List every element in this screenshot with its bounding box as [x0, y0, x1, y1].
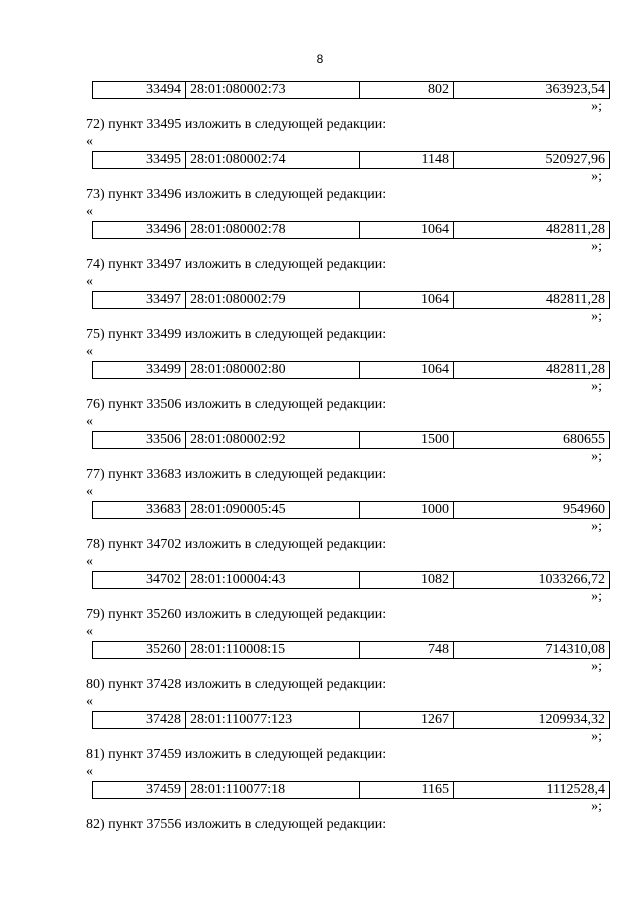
cell-value: 482811,28 — [454, 292, 610, 309]
closing-quote: »; — [591, 519, 602, 534]
table-row — [92, 781, 610, 799]
closing-quote: »; — [591, 799, 602, 814]
cell-number: 33499 — [93, 362, 186, 379]
cell-number: 33506 — [93, 432, 186, 449]
opening-quote: « — [86, 414, 93, 429]
page-number: 8 — [316, 52, 324, 66]
closing-quote: »; — [591, 239, 602, 254]
cell-number: 33683 — [93, 502, 186, 519]
cell-value: 482811,28 — [454, 222, 610, 239]
cell-cadastral-code: 28:01:110077:18 — [186, 782, 360, 799]
cell-value: 520927,96 — [454, 152, 610, 169]
cell-value: 1033266,72 — [454, 572, 610, 589]
table-row — [92, 221, 610, 239]
opening-quote: « — [86, 204, 93, 219]
closing-quote: »; — [591, 309, 602, 324]
cell-area: 1082 — [360, 572, 454, 589]
closing-quote: »; — [591, 449, 602, 464]
amendment-paragraph: 80) пункт 37428 изложить в следующей редакции: — [86, 677, 387, 692]
amendment-paragraph: 75) пункт 33499 изложить в следующей редакции: — [86, 327, 387, 342]
cell-area: 1064 — [360, 222, 454, 239]
amendment-paragraph: 79) пункт 35260 изложить в следующей редакции: — [86, 607, 387, 622]
cell-area: 1000 — [360, 502, 454, 519]
amendment-paragraph: 73) пункт 33496 изложить в следующей редакции: — [86, 187, 387, 202]
table-row — [92, 431, 610, 449]
opening-quote: « — [86, 484, 93, 499]
opening-quote: « — [86, 274, 93, 289]
final-paragraph: 82) пункт 37556 изложить в следующей редакции: — [86, 817, 387, 832]
table-row — [92, 361, 610, 379]
cell-value: 680655 — [454, 432, 610, 449]
cell-value: 714310,08 — [454, 642, 610, 659]
cell-cadastral-code: 28:01:080002:92 — [186, 432, 360, 449]
cell-value: 482811,28 — [454, 362, 610, 379]
cell-number: 33495 — [93, 152, 186, 169]
cell-number: 33497 — [93, 292, 186, 309]
table-row — [92, 151, 610, 169]
cell-area: 748 — [360, 642, 454, 659]
closing-quote: »; — [591, 589, 602, 604]
cell-area: 802 — [360, 82, 454, 99]
cell-area: 1267 — [360, 712, 454, 729]
cell-cadastral-code: 28:01:110077:123 — [186, 712, 360, 729]
cell-value: 954960 — [454, 502, 610, 519]
amendment-paragraph: 78) пункт 34702 изложить в следующей редакции: — [86, 537, 387, 552]
opening-quote: « — [86, 624, 93, 639]
cell-value: 1112528,4 — [454, 782, 610, 799]
opening-quote: « — [86, 694, 93, 709]
closing-quote: »; — [591, 729, 602, 744]
closing-quote: »; — [591, 379, 602, 394]
cell-number: 33494 — [93, 82, 186, 99]
amendment-paragraph: 76) пункт 33506 изложить в следующей редакции: — [86, 397, 387, 412]
cell-area: 1064 — [360, 362, 454, 379]
cell-value: 363923,54 — [454, 82, 610, 99]
cell-area: 1500 — [360, 432, 454, 449]
cell-number: 35260 — [93, 642, 186, 659]
cell-cadastral-code: 28:01:080002:73 — [186, 82, 360, 99]
closing-quote: »; — [591, 169, 602, 184]
table-row — [92, 711, 610, 729]
closing-quote: »; — [591, 99, 602, 114]
cell-cadastral-code: 28:01:080002:74 — [186, 152, 360, 169]
document-body — [86, 81, 610, 835]
table-row — [92, 641, 610, 659]
table-row — [92, 291, 610, 309]
cell-number: 34702 — [93, 572, 186, 589]
cell-area: 1165 — [360, 782, 454, 799]
amendment-paragraph: 72) пункт 33495 изложить в следующей редакции: — [86, 117, 387, 132]
opening-quote: « — [86, 134, 93, 149]
cell-area: 1064 — [360, 292, 454, 309]
cell-number: 33496 — [93, 222, 186, 239]
amendment-paragraph: 74) пункт 33497 изложить в следующей редакции: — [86, 257, 387, 272]
cell-number: 37459 — [93, 782, 186, 799]
cell-number: 37428 — [93, 712, 186, 729]
cell-value: 1209934,32 — [454, 712, 610, 729]
opening-quote: « — [86, 764, 93, 779]
cell-cadastral-code: 28:01:080002:78 — [186, 222, 360, 239]
cell-area: 1148 — [360, 152, 454, 169]
amendment-paragraph: 81) пункт 37459 изложить в следующей редакции: — [86, 747, 387, 762]
opening-quote: « — [86, 554, 93, 569]
cell-cadastral-code: 28:01:080002:79 — [186, 292, 360, 309]
cell-cadastral-code: 28:01:100004:43 — [186, 572, 360, 589]
cell-cadastral-code: 28:01:090005:45 — [186, 502, 360, 519]
table-row — [92, 571, 610, 589]
table-row — [92, 501, 610, 519]
opening-quote: « — [86, 344, 93, 359]
closing-quote: »; — [591, 659, 602, 674]
amendment-paragraph: 77) пункт 33683 изложить в следующей редакции: — [86, 467, 387, 482]
cell-cadastral-code: 28:01:110008:15 — [186, 642, 360, 659]
cell-cadastral-code: 28:01:080002:80 — [186, 362, 360, 379]
table-row — [92, 81, 610, 99]
